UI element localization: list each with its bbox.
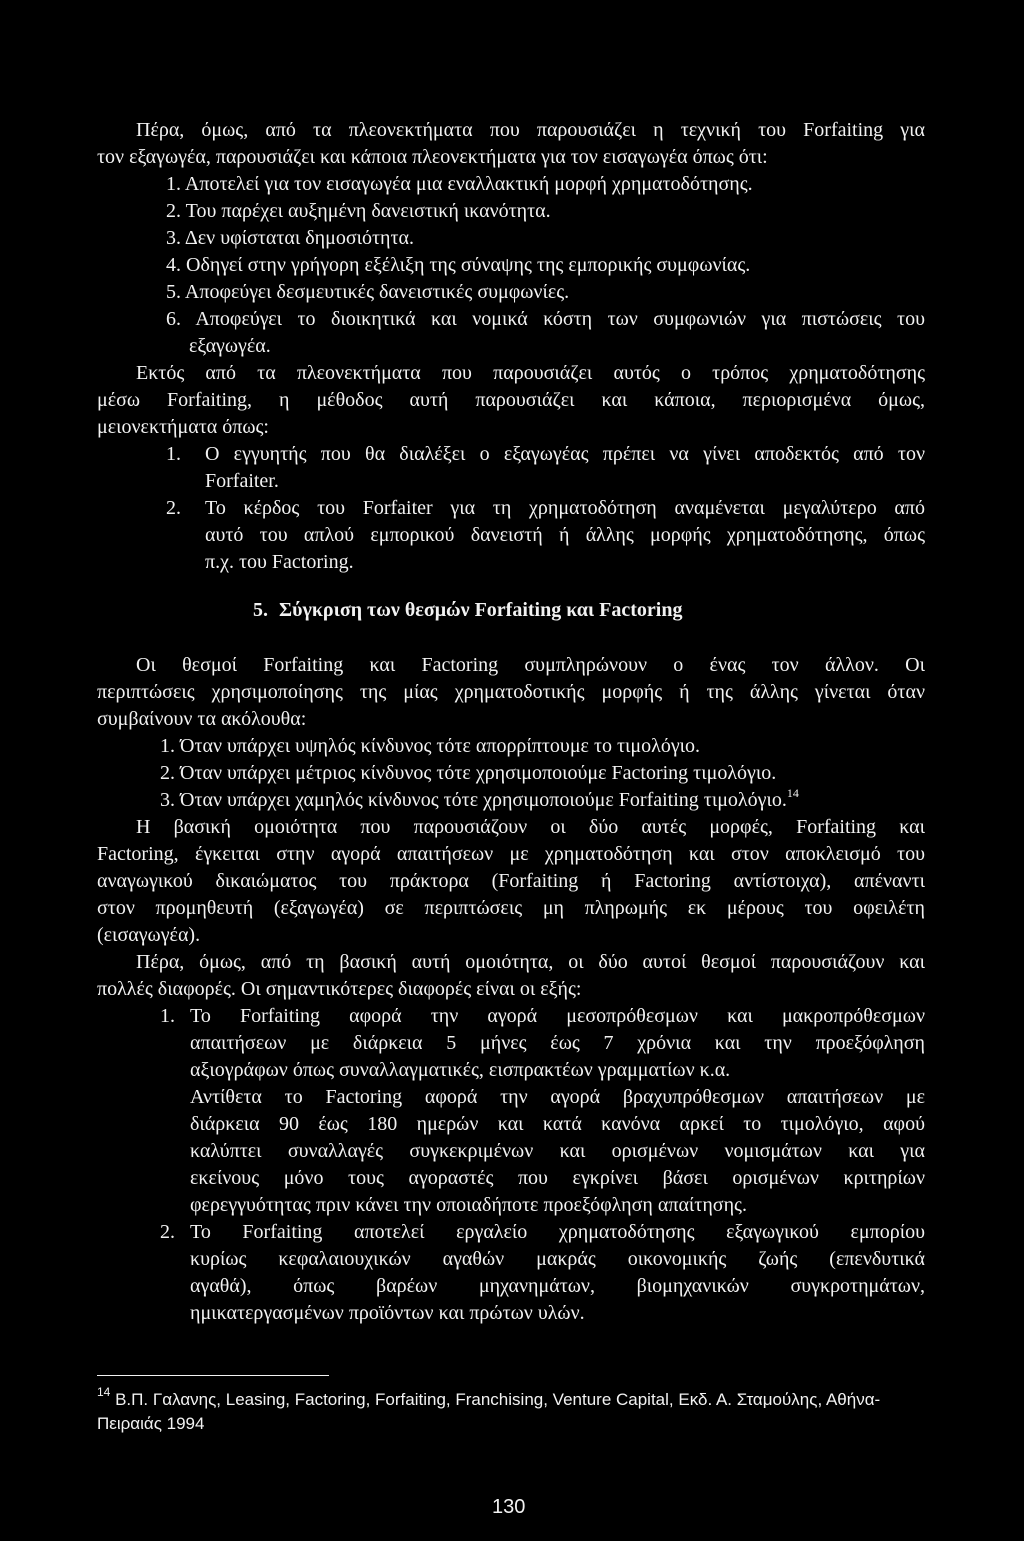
list-item: 3. Όταν υπάρχει χαμηλός κίνδυνος τότε χρησιμοποιούμε Forfaiting τιμολόγιο.$^{14}$ — [160, 786, 799, 811]
list-number: 2. — [160, 1221, 175, 1243]
page-number: 130 — [492, 1496, 526, 1518]
paragraph-line: πολλές διαφορές. Οι σημαντικότερες διαφορές είναι οι εξής: — [97, 978, 582, 1000]
paragraph-line: στον προμηθευτή (εξαγωγέα) σε περιπτώσεις μη πληρωμής εκ μέρους του οφειλέτη — [97, 897, 925, 919]
list-number: 1. — [160, 1005, 175, 1027]
list-item-continuation: Forfaiter. — [205, 470, 279, 492]
paragraph-line: Οι θεσμοί Forfaiting και Factoring συμπληρώνουν ο ένας τον άλλον. Οι — [136, 654, 925, 676]
list-item: 6. Αποφεύγει το διοικητικά και νομικά κόστη των συμφωνιών για πιστώσεις του — [166, 308, 925, 330]
list-item-continuation: διάρκεια 90 έως 180 ημερών και κατά κανόνα αρκεί το τιμολόγιο, αφού — [190, 1113, 925, 1135]
section-heading — [253, 597, 682, 623]
list-item: Ο εγγυητής που θα διαλέξει ο εξαγωγέας πρέπει να γίνει αποδεκτός από τον — [205, 443, 925, 465]
paragraph-line: (εισαγωγέα). — [97, 924, 201, 946]
list-item-continuation: αυτό του απλού εμπορικού δανειστή ή άλλης μορφής χρηματοδότησης, όπως — [205, 524, 925, 546]
list-item: 2. Όταν υπάρχει μέτριος κίνδυνος τότε χρησιμοποιούμε Factoring τιμολόγιο. — [160, 762, 777, 784]
list-item: 1. Αποτελεί για τον εισαγωγέα μια εναλλακτική μορφή χρηματοδότησης. — [166, 173, 753, 195]
list-item-continuation: Αντίθετα το Factoring αφορά την αγορά βραχυπρόθεσμων απαιτήσεων με — [190, 1086, 925, 1108]
list-item: 1. Όταν υπάρχει υψηλός κίνδυνος τότε απορρίπτουμε το τιμολόγιο. — [160, 735, 701, 757]
list-number: 1. — [166, 443, 181, 465]
section-title: Σύγκριση των θεσμών Forfaiting και Factoring — [279, 599, 683, 621]
list-item-continuation: αγαθά), όπως βαρέων μηχανημάτων, βιομηχανικών συγκροτημάτων, — [190, 1275, 925, 1297]
paragraph-line: Factoring, έγκειται στην αγορά απαιτήσεων με χρηματοδότηση και στον αποκλεισμό του — [97, 843, 925, 865]
paragraph-line: περιπτώσεις χρησιμοποίησης της μίας χρηματοδοτικής μορφής ή της άλλης γίνεται όταν — [97, 681, 925, 703]
list-item-continuation: εκείνους μόνο τους αγοραστές που εγκρίνει βάσει ορισμένων κριτηρίων — [190, 1167, 925, 1189]
list-item: Το Forfaiting αποτελεί εργαλείο χρηματοδότησης εξαγωγικού εμπορίου — [190, 1221, 925, 1243]
list-item: Το Forfaiting αφορά την αγορά μεσοπρόθεσμων και μακροπρόθεσμων — [190, 1005, 925, 1027]
paragraph-line: συμβαίνουν τα ακόλουθα: — [97, 708, 307, 730]
list-item: 4. Οδηγεί στην γρήγορη εξέλιξη της σύναψης της εμπορικής συμφωνίας. — [166, 254, 751, 276]
paragraph-line: Πέρα, όμως, από τα πλεονεκτήματα που παρουσιάζει η τεχνική του Forfaiting για — [136, 119, 925, 141]
paragraph-line: αναγωγικού δικαιώματος του πράκτορα (Forfaiting ή Factoring αντίστοιχα), απέναντι — [97, 870, 925, 892]
list-item-continuation: κυρίως κεφαλαιουχικών αγαθών μακράς οικονομικής ζωής (επενδυτικά — [190, 1248, 925, 1270]
list-item: Το κέρδος του Forfaiter για τη χρηματοδότηση αναμένεται μεγαλύτερο από — [205, 497, 925, 519]
paragraph-line: Πέρα, όμως, από τη βασική αυτή ομοιότητα, οι δύο αυτοί θεσμοί παρουσιάζουν και — [136, 951, 925, 973]
footnote-marker: 14 — [97, 1385, 111, 1399]
list-item-continuation: π.χ. του Factoring. — [205, 551, 354, 573]
paragraph-line: μέσω Forfaiting, η μέθοδος αυτή παρουσιάζει και κάποια, περιορισμένα όμως, — [97, 389, 925, 411]
footnote-reference: 14 — [786, 786, 799, 800]
list-item-continuation: φερεγγυότητας πριν κάνει την οποιαδήποτε προεξόφληση απαίτησης. — [190, 1194, 747, 1216]
paragraph-line: Εκτός από τα πλεονεκτήματα που παρουσιάζει αυτός ο τρόπος χρηματοδότησης — [136, 362, 925, 384]
paragraph-line: τον εξαγωγέα, παρουσιάζει και κάποια πλεονεκτήματα για τον εισαγωγέα όπως ότι: — [97, 146, 768, 168]
list-item-continuation: απαιτήσεων με διάρκεια 5 μήνες έως 7 χρόνια και την προεξόφληση — [190, 1032, 925, 1054]
section-number: 5. — [253, 599, 268, 621]
list-item-continuation: αξιογράφων όπως συναλλαγματικές, εισπρακτέων γραμματίων κ.α. — [190, 1059, 731, 1081]
list-item-continuation: ημικατεργασμένων προϊόντων και πρώτων υλών. — [190, 1302, 585, 1324]
list-item: 2. Του παρέχει αυξημένη δανειστική ικανότητα. — [166, 200, 551, 222]
footnote-separator — [97, 1375, 329, 1376]
list-item-continuation: εξαγωγέα. — [189, 335, 271, 357]
list-item-continuation: καλύπτει συναλλαγές συγκεκριμένων και ορισμένων νομισμάτων και για — [190, 1140, 925, 1162]
list-item: 5. Αποφεύγει δεσμευτικές δανειστικές συμφωνίες. — [166, 281, 570, 303]
paragraph-line: Η βασική ομοιότητα που παρουσιάζουν οι δύο αυτές μορφές, Forfaiting και — [136, 816, 925, 838]
footnote-line: Πειραιάς 1994 — [97, 1414, 205, 1433]
paragraph-line: μειονεκτήματα όπως: — [97, 416, 269, 438]
list-item: 3. Δεν υφίσταται δημοσιότητα. — [166, 227, 414, 249]
footnote-line: $^{14}$ Β.Π. Γαλανης, Leasing, Factoring, Forfaiting, Franchising, Venture Capital, Εκδ. Α. Σταμούλης, Αθήνα- — [97, 1385, 881, 1409]
list-number: 2. — [166, 497, 181, 519]
